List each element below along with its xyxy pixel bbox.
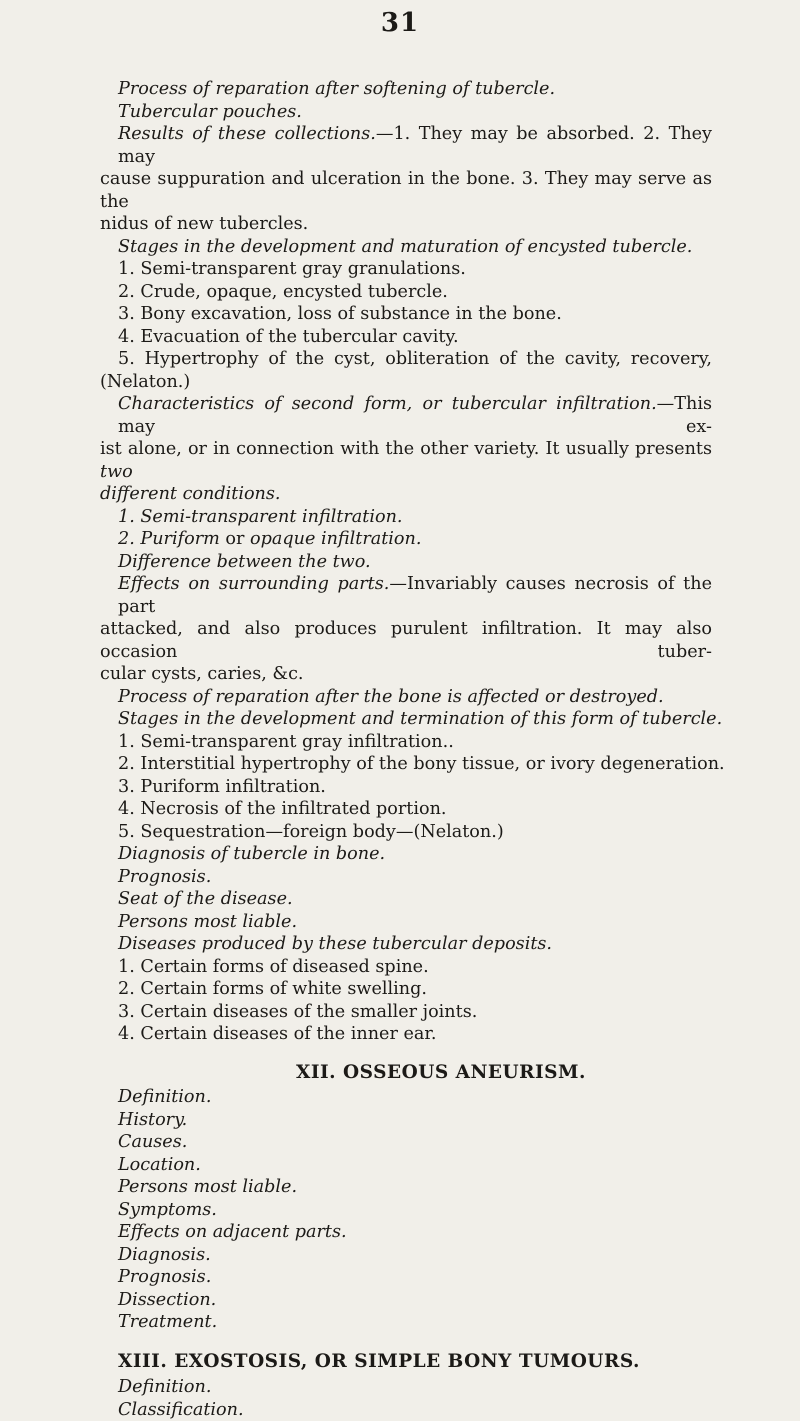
paragraph-line: cular cysts, caries, &c.: [100, 663, 712, 686]
text-run-italic: 2. Puriform: [118, 529, 220, 549]
text-run: or: [220, 529, 250, 549]
section-xii-item: Treatment.: [100, 1311, 712, 1334]
text-run: ist alone, or in connection with the other variety. It usually presents: [100, 439, 712, 459]
section-xiii-item: Classification.: [100, 1399, 712, 1421]
list-item: 2. Crude, opaque, encysted tubercle.: [100, 281, 712, 304]
list-item: 4. Certain diseases of the inner ear.: [100, 1023, 712, 1046]
paragraph-line: [100, 438, 712, 483]
paragraph-effects-line: [100, 573, 712, 618]
section-xii-item: Effects on adjacent parts.: [100, 1221, 712, 1244]
list-item: 5. Sequestration—foreign body—(Nelaton.): [100, 821, 712, 844]
list-item: 2. Interstitial hypertrophy of the bony tissue, or ivory degeneration.: [100, 753, 712, 776]
paragraph-characteristics-line: [100, 393, 712, 438]
section-xii-item: Diagnosis.: [100, 1244, 712, 1267]
list-item: 1. Certain forms of diseased spine.: [100, 956, 712, 979]
section-xii-item: History.: [100, 1109, 712, 1132]
section-xii-item: Symptoms.: [100, 1199, 712, 1222]
list-item: 1. Semi-transparent infiltration.: [100, 506, 712, 529]
effects-label: Effects on surrounding parts.: [118, 574, 389, 594]
characteristics-label: Characteristics of second form, or tubercular infiltration.: [118, 394, 657, 414]
subheading-process-after-bone: Process of reparation after the bone is affected or destroyed.: [100, 686, 712, 709]
section-xii-item: Definition.: [100, 1086, 712, 1109]
subheading-stages-encysted: Stages in the development and maturation of encysted tubercle.: [100, 236, 712, 259]
list-item: 4. Necrosis of the infiltrated portion.: [100, 798, 712, 821]
subheading-diagnosis: Diagnosis of tubercle in bone.: [100, 843, 712, 866]
subheading-tubercular-pouches: Tubercular pouches.: [100, 101, 712, 124]
effects-text: —Invariably causes necrosis of the part: [118, 574, 712, 617]
list-item: 1. Semi-transparent gray infiltration..: [100, 731, 712, 754]
list-item-continued: (Nelaton.): [100, 371, 712, 394]
subheading-prognosis: Prognosis.: [100, 866, 712, 889]
list-item: 1. Semi-transparent gray granulations.: [100, 258, 712, 281]
list-item: 3. Bony excavation, loss of substance in the bone.: [100, 303, 712, 326]
section-xii-item: Location.: [100, 1154, 712, 1177]
section-xii-item: Dissection.: [100, 1289, 712, 1312]
list-item: 3. Certain diseases of the smaller joints.: [100, 1001, 712, 1024]
subheading-difference: Difference between the two.: [100, 551, 712, 574]
characteristics-text: —This may ex-: [118, 394, 712, 437]
paragraph-line: nidus of new tubercles.: [100, 213, 712, 236]
subheading-diseases-produced: Diseases produced by these tubercular deposits.: [100, 933, 712, 956]
results-text: —1. They may be absorbed. 2. They may: [118, 124, 712, 167]
subheading-seat: Seat of the disease.: [100, 888, 712, 911]
subheading-stages-termination: Stages in the development and termination of this form of tubercle.: [100, 708, 712, 731]
section-heading-xiii: XIII. EXOSTOSIS, OR SIMPLE BONY TUMOURS.: [100, 1351, 712, 1374]
list-item: [100, 528, 712, 551]
text-run-italic: opaque infiltration.: [250, 529, 421, 549]
paragraph-results-line: [100, 123, 712, 168]
section-xii-item: Prognosis.: [100, 1266, 712, 1289]
section-xii-item: Persons most liable.: [100, 1176, 712, 1199]
list-item: 5. Hypertrophy of the cyst, obliteration of the cavity, recovery,: [100, 348, 712, 371]
body-text: [100, 78, 712, 1421]
paragraph-line: different conditions.: [100, 483, 712, 506]
list-item: 3. Puriform infiltration.: [100, 776, 712, 799]
results-label: Results of these collections.: [118, 124, 376, 144]
section-xii-item: Causes.: [100, 1131, 712, 1154]
page-number: 31: [0, 8, 800, 38]
list-item: 2. Certain forms of white swelling.: [100, 978, 712, 1001]
text-run-italic: two: [100, 462, 133, 482]
subheading-persons-liable: Persons most liable.: [100, 911, 712, 934]
paragraph-line: attacked, and also produces purulent infiltration. It may also occasion tuber-: [100, 618, 712, 663]
section-xiii-item: Definition.: [100, 1376, 712, 1399]
subheading-process-of-reparation: Process of reparation after softening of tubercle.: [100, 78, 712, 101]
paragraph-line: cause suppuration and ulceration in the bone. 3. They may serve as the: [100, 168, 712, 213]
section-heading-xii: XII. OSSEOUS ANEURISM.: [100, 1062, 712, 1085]
list-item: 4. Evacuation of the tubercular cavity.: [100, 326, 712, 349]
